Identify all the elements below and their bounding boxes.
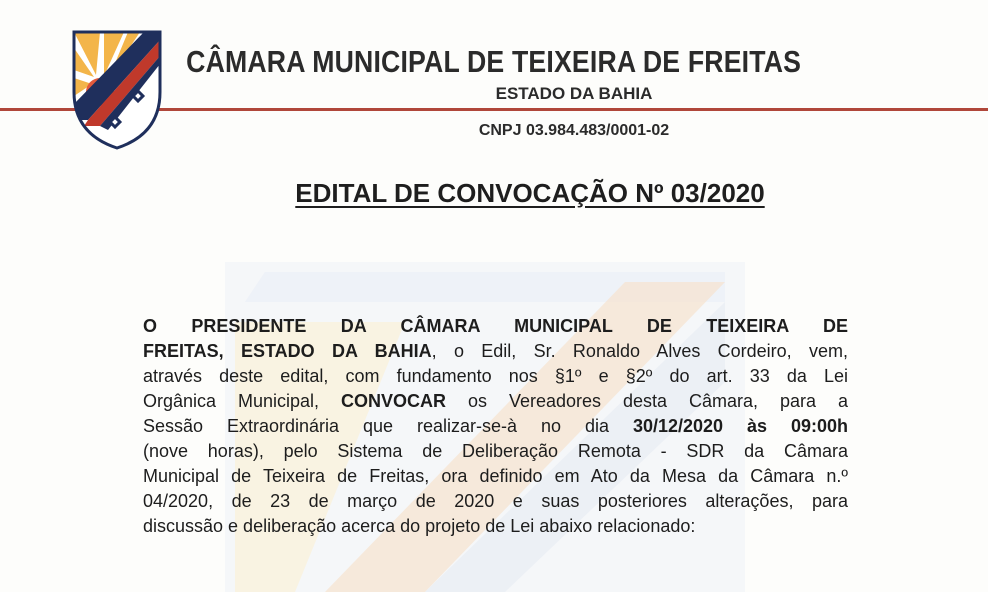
header-subtitle: ESTADO DA BAHIA [495, 84, 653, 103]
text-segment: Orgânica Municipal, [143, 391, 342, 411]
text-segment: os Vereadores desta Câmara, para a [446, 391, 848, 411]
text-segment: Municipal de Teixeira de Freitas, ora definido em Ato da Mesa da Câmara n.º [143, 466, 848, 486]
document-body [143, 314, 848, 539]
bold-text: FREITAS, ESTADO DA BAHIA [143, 341, 432, 361]
paragraph-line [143, 389, 848, 414]
paragraph-line [143, 414, 848, 439]
paragraph-line [143, 339, 848, 364]
text-segment: discussão e deliberação acerca do projeto de Lei abaixo relacionado: [143, 516, 696, 536]
paragraph-line [143, 364, 848, 389]
text-segment: através deste edital, com fundamento nos §1º e §2º do art. 33 da Lei [143, 366, 848, 386]
text-segment: Sessão Extraordinária que realizar-se-à no dia [143, 416, 633, 436]
paragraph-line [143, 439, 848, 464]
text-segment: (nove horas), pelo Sistema de Deliberação Remota - SDR da Câmara [143, 441, 848, 461]
text-segment: , o Edil, Sr. Ronaldo Alves Cordeiro, vem, [431, 341, 848, 361]
text-segment: 04/2020, de 23 de março de 2020 e suas posteriores alterações, para [143, 491, 848, 511]
bold-text: 30/12/2020 às 09:00h [632, 416, 848, 436]
document-heading [0, 178, 988, 209]
cnpj-text: CNPJ 03.984.483/0001-02 [478, 122, 670, 139]
document-heading-text: EDITAL DE CONVOCAÇÃO Nº 03/2020 [295, 178, 765, 208]
paragraph-line [143, 514, 848, 539]
paragraph-line [143, 314, 848, 339]
bold-text: O PRESIDENTE DA CÂMARA MUNICIPAL DE TEIXEIRA DE [143, 316, 848, 336]
paragraph-line [143, 464, 848, 489]
header-title: CÂMARA MUNICIPAL DE TEIXEIRA DE FREITAS [186, 44, 802, 79]
bold-text: CONVOCAR [341, 391, 447, 411]
paragraph-line [143, 489, 848, 514]
